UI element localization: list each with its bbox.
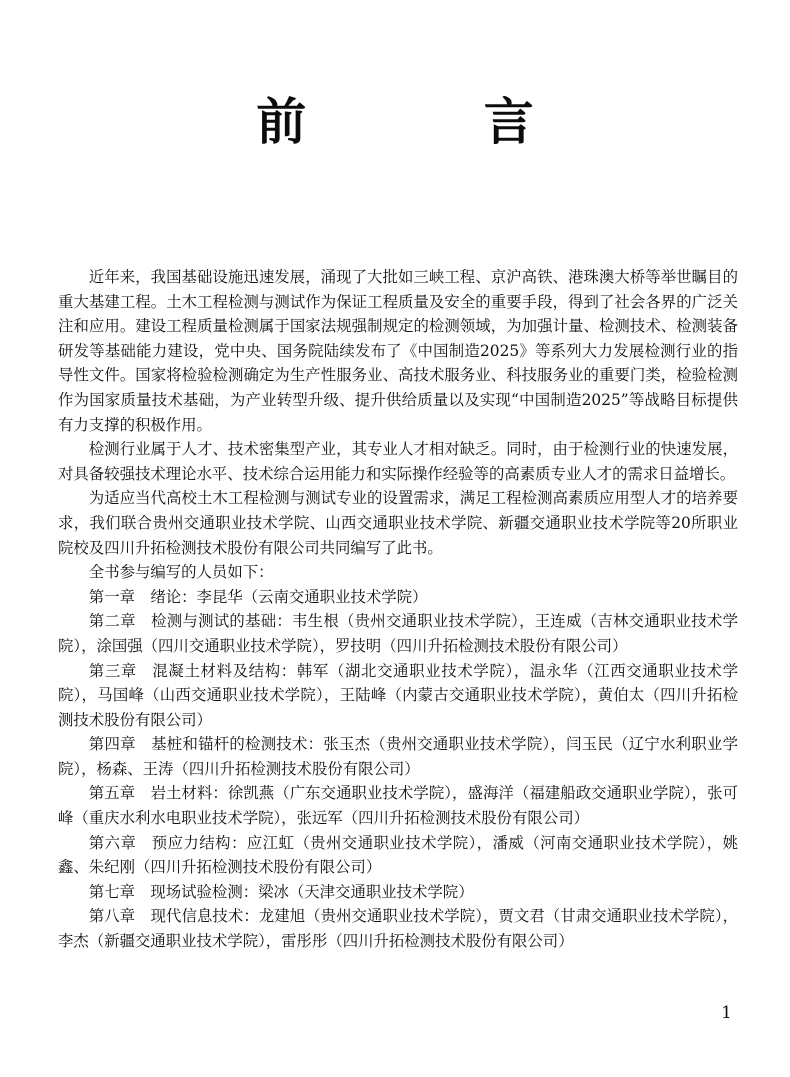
chapter-label: 第八章 bbox=[88, 907, 136, 926]
chapter-authors: 绪论：李昆华（云南交通职业技术学院） bbox=[150, 587, 428, 606]
chapter-label: 第四章 bbox=[88, 735, 136, 754]
chapter-authors: 预应力结构：应江虹（贵州交通职业技术学院），潘威（河南交通职业技术学院），姚鑫、朱纪刚（四川升拓检测技术股份有限公司） bbox=[58, 833, 738, 877]
chapter-entry-2 bbox=[58, 609, 738, 658]
chapter-entry-7 bbox=[58, 880, 738, 905]
chapter-authors: 检测与测试的基础：韦生根（贵州交通职业技术学院），王连威（吉林交通职业技术学院），涂国强（四川交通职业技术学院），罗技明（四川升拓检测技术股份有限公司） bbox=[58, 612, 738, 655]
chapter-entry-8 bbox=[58, 904, 738, 953]
chapter-label: 第一章 bbox=[88, 587, 135, 606]
chapter-authors: 现场试验检测：梁冰（天津交通职业技术学院） bbox=[150, 882, 474, 901]
chapter-authors: 基桩和锚杆的检测技术：张玉杰（贵州交通职业技术学院），闫玉民（辽宁水利职业学院），杨森、王涛（四川升拓检测技术股份有限公司） bbox=[58, 735, 738, 778]
chapter-authors: 混凝土材料及结构：韩军（湖北交通职业技术学院），温永华（江西交通职业技术学院），马国峰（山西交通职业技术学院），王陆峰（内蒙古交通职业技术学院），黄伯太（四川升拓检测技术股份有限公司） bbox=[58, 661, 738, 729]
chapter-entry-3 bbox=[58, 659, 738, 733]
paragraph-intro: 近年来，我国基础设施迅速发展，涌现了大批如三峡工程、京沪高铁、港珠澳大桥等举世瞩目的重大基建工程。土木工程检测与测试作为保证工程质量及安全的重要手段，得到了社会各界的广泛关注和应用。建设工程质量检测属于国家法规强制规定的检测领域，为加强计量、检测技术、检测装备研发等基础能力建设，党中央、国务院陆续发布了《中国制造2025》等系列大力发展检测行业的指导性文件。国家将检验检测确定为生产性服务业、高技术服务业、科技服务业的重要门类，检验检测作为国家质量技术基础，为产业转型升级、提升供给质量以及实现“中国制造2025”等战略目标提供有力支撑的积极作用。 bbox=[58, 268, 738, 434]
chapter-label: 第七章 bbox=[88, 882, 135, 901]
page-number: 1 bbox=[721, 1003, 732, 1023]
chapter-authors: 岩土材料：徐凯燕（广东交通职业技术学院），盛海洋（福建船政交通职业学院），张可峰（重庆水利水电职业技术学院），张远军（四川升拓检测技术股份有限公司） bbox=[58, 784, 738, 828]
chapter-entry-1 bbox=[58, 585, 738, 610]
chapter-entry-6 bbox=[58, 831, 738, 880]
body-text bbox=[58, 265, 738, 954]
paragraph-purpose: 为适应当代高校土木工程检测与测试专业的设置需求，满足工程检测高素质应用型人才的培养要求，我们联合贵州交通职业技术学院、山西交通职业技术学院、新疆交通职业技术学院等20所职业院校及四川升拓检测技术股份有限公司共同编写了此书。 bbox=[58, 489, 738, 557]
chapter-label: 第三章 bbox=[88, 661, 137, 680]
page-title: 前 言 bbox=[256, 93, 614, 151]
chapter-entry-4 bbox=[58, 732, 738, 781]
paragraph-industry: 检测行业属于人才、技术密集型产业，其专业人才相对缺乏。同时，由于检测行业的快速发展，对具备较强技术理论水平、技术综合运用能力和实际操作经验等的高素质专业人才的需求日益增长。 bbox=[58, 440, 738, 483]
chapter-label: 第二章 bbox=[88, 612, 136, 631]
chapter-entry-5 bbox=[58, 781, 738, 830]
chapter-label: 第六章 bbox=[88, 833, 137, 852]
chapter-authors: 现代信息技术：龙建旭（贵州交通职业技术学院），贾文君（甘肃交通职业技术学院），李杰（新疆交通职业技术学院），雷彤彤（四川升拓检测技术股份有限公司） bbox=[58, 907, 738, 951]
chapter-label: 第五章 bbox=[88, 784, 136, 803]
paragraph-authors-intro: 全书参与编写的人员如下： bbox=[88, 563, 274, 582]
